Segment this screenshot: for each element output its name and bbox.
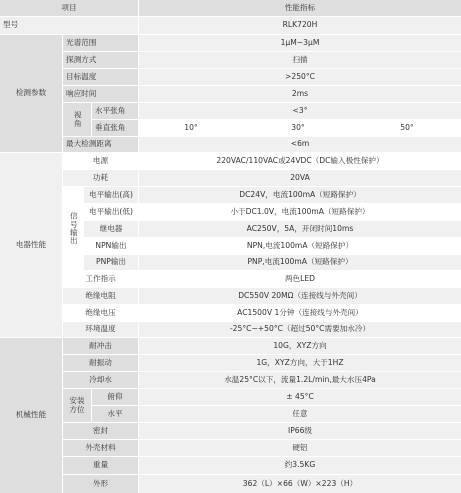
scan-mode-value: 扫描: [139, 52, 461, 68]
ambient-temp-value: -25°C~+50°C（超过50°C需要加水冷）: [139, 322, 461, 337]
indicator-value: 两色LED: [139, 271, 461, 287]
housing-value: 硬铝: [139, 440, 461, 456]
scan-mode-label: 探测方式: [63, 52, 138, 68]
pnp-label: PNP输出: [84, 255, 138, 270]
insulation-voltage-value: AC1500V 1分钟（连接线与外壳间）: [139, 305, 461, 321]
npn-value: NPN,电流100mA（短路保护）: [139, 238, 461, 254]
relay-label: 继电器: [84, 221, 138, 237]
max-distance-value: <6m: [139, 137, 461, 152]
seal-value: IP66级: [139, 423, 461, 439]
pnp-value: PNP,电流100mA（短路保护）: [139, 255, 461, 270]
level-low-label: 电平输出(低): [84, 204, 138, 220]
group-mechanical: 机械性能: [0, 338, 62, 493]
level-label: 水平: [92, 406, 138, 422]
level-value: 任意: [139, 406, 461, 422]
spectral-value: 1μM~3μM: [139, 35, 461, 51]
seal-label: 密封: [63, 423, 138, 439]
indicator-label: 工作指示: [63, 271, 138, 287]
cooling-label: 冷却水: [63, 372, 138, 388]
level-high-label: 电平输出(高): [84, 187, 138, 203]
power-value: 20VA: [139, 170, 461, 186]
level-high-value: DC24V，电流100mA（短路保护）: [139, 187, 461, 203]
level-low-value: 小于DC1.0V，电流100mA（短路保护）: [139, 204, 461, 220]
max-distance-label: 最大检测距离: [63, 137, 138, 152]
v-angle-value-2: 30°: [244, 120, 352, 136]
insulation-voltage-label: 绝缘电压: [63, 305, 138, 321]
shock-value: 10G，XYZ方向: [139, 338, 461, 354]
mount-orientation-group: 安装方位: [63, 389, 91, 422]
spectral-label: 光谱范围: [63, 35, 138, 51]
weight-label: 重量: [63, 457, 138, 474]
cooling-value: 水温25°C以下，流量1.2L/min,最大水压4Pa: [139, 372, 461, 388]
header-spec: 性能指标: [139, 0, 461, 16]
signal-output-group: 信号输出: [63, 187, 83, 270]
pitch-value: ± 45°C: [139, 389, 461, 405]
target-temp-value: >250°C: [139, 69, 461, 85]
response-value: 2ms: [139, 86, 461, 102]
vibration-label: 耐振动: [63, 355, 138, 371]
ambient-temp-label: 环境温度: [63, 322, 138, 337]
group-electrical: 电器性能: [0, 153, 62, 337]
group-detection: 检测参数: [0, 35, 62, 152]
v-angle-value-1: 10°: [139, 120, 243, 136]
model-label: 型号: [0, 17, 138, 34]
h-angle-value: <3°: [139, 103, 461, 119]
pitch-label: 俯仰: [92, 389, 138, 405]
dimensions-value: 362（L）×66（W）×223（H）: [139, 475, 461, 493]
relay-value: AC250V，5A，开闭时间10ms: [139, 221, 461, 237]
housing-label: 外壳材料: [63, 440, 138, 456]
view-angle-group: 视角: [63, 103, 91, 136]
header-item: 项目: [0, 0, 138, 16]
v-angle-value-3: 50°: [353, 120, 461, 136]
power-supply-value: 220VAC/110VAC或24VDC（DC输入极性保护）: [139, 153, 461, 169]
model-value: RLK720H: [139, 17, 461, 34]
npn-label: NPN输出: [84, 238, 138, 254]
insulation-resistance-value: DC550V 20MΩ（连接线与外壳间）: [139, 288, 461, 304]
shock-label: 耐冲击: [63, 338, 138, 354]
insulation-resistance-label: 绝缘电阻: [63, 288, 138, 304]
power-label: 功耗: [63, 170, 138, 186]
target-temp-label: 目标温度: [63, 69, 138, 85]
vibration-value: 1G，XYZ方向，大于1HZ: [139, 355, 461, 371]
power-supply-label: 电源: [63, 153, 138, 169]
v-angle-label: 垂直张角: [92, 120, 138, 136]
weight-value: 约3.5KG: [139, 457, 461, 474]
dimensions-label: 外形: [63, 475, 138, 493]
response-label: 响应时间: [63, 86, 138, 102]
h-angle-label: 水平张角: [92, 103, 138, 119]
